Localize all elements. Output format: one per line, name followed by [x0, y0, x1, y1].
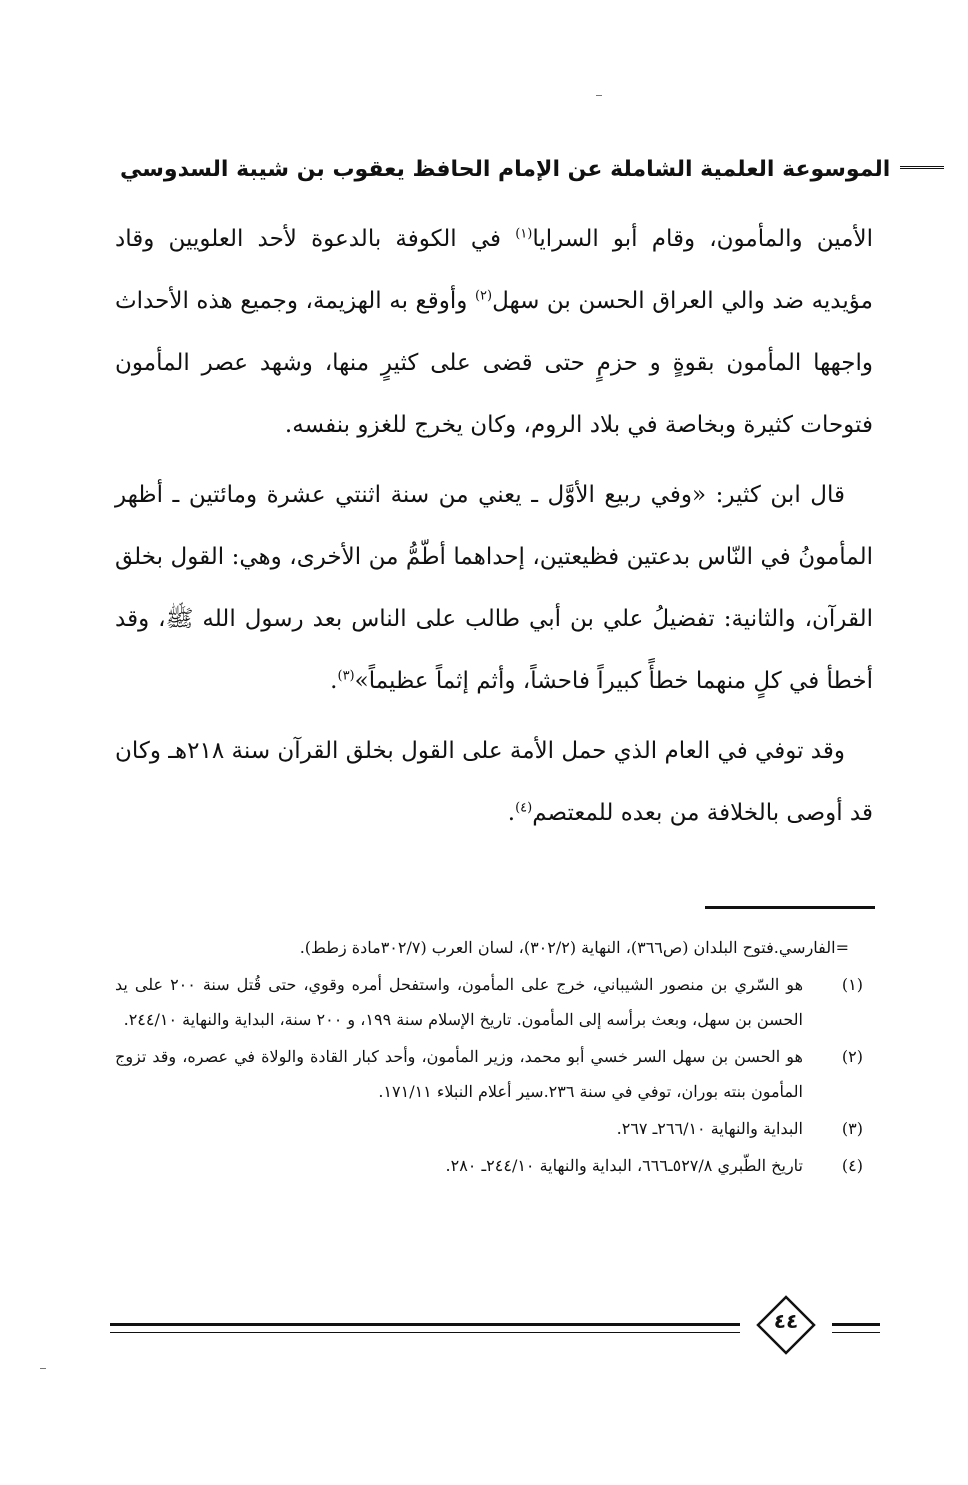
- footnote-continuation: =الفارسي.فتوح البلدان (ص٣٦٦)، النهاية (٣٠٢/٢)، لسان العرب (٣٠٢/٧مادة زطط).: [299, 938, 849, 957]
- p2-text-a: قال ابن كثير: «وفي ربيع الأوَّل ـ يعني من سنة اثنتي عشرة ومائتين ـ أظهر المأمونُ في النّاس بدعتين فظيعتين، إحداهما أطّمُّ من الأخرى، وهي: القول بخلق القرآن، والثانية: تفضيلُ علي بن أبي طالب على الناس بعد رسول الله ﷺ، وقد أخطأ في كلٍ منهما خطأً كبيراً فاحشاً، وأثم إثماً عظيماً»: [115, 482, 873, 694]
- footnote-number: (٢): [841, 1047, 863, 1066]
- footnote-ref-3: (٣): [337, 668, 355, 684]
- footnote-ref-2: (٢): [474, 288, 493, 304]
- running-header: [110, 152, 891, 186]
- p1-text-a: الأمين والمأمون، وقام أبو السرايا: [532, 226, 873, 252]
- paragraph-2: [115, 464, 873, 712]
- header-title: الموسوعة العلمية الشاملة عن الإمام الحافظ يعقوب بن شيبة السدوسي: [120, 156, 891, 182]
- p3-text-b: .: [507, 800, 516, 826]
- p1-text-b: في الكوفة بالدعوة لأحد العلويين وقاد مؤيديه ضد والي العراق الحسن بن سهل: [115, 226, 873, 314]
- footnote-number: (١): [841, 975, 863, 994]
- paragraph-3: [115, 720, 873, 844]
- footnote-ref-1: (١): [515, 226, 533, 242]
- footnote-text: هو السّري بن منصور الشيباني، خرج على المأمون، واستفحل أمره وقوي، حتى قُتل سنة ٢٠٠ على يد الحسن بن سهل، وبعث برأسه إلى المأمون. تاريخ الإسلام سنة ١٩٩، و ٢٠٠ سنة، البداية والنهاية ٢٤٤/١٠.: [115, 975, 804, 1029]
- footnote-separator: [705, 906, 875, 909]
- footnote-ref-4: (٤): [515, 800, 533, 816]
- footnotes: [115, 930, 877, 1185]
- footnote-text: البداية والنهاية ٢٦٦/١٠ـ ٢٦٧.: [616, 1119, 803, 1138]
- footnote-item: [115, 1148, 877, 1183]
- p2-text-b: .: [330, 668, 338, 694]
- footer-rule-right: [832, 1323, 880, 1333]
- scan-speck: [596, 95, 602, 96]
- scan-speck: [40, 1368, 46, 1369]
- main-text: [115, 208, 873, 852]
- page-footer: [110, 1295, 880, 1375]
- page-number: ٤٤: [773, 1309, 799, 1333]
- footnote-number: (٣): [841, 1119, 863, 1138]
- footer-rule-left: [110, 1323, 740, 1333]
- p3-text-a: وقد توفي في العام الذي حمل الأمة على القول بخلق القرآن سنة ٢١٨هـ وكان قد أوصى بالخلافة من بعده للمعتصم: [115, 738, 873, 826]
- footnote-item: [115, 1039, 877, 1109]
- footnote-item: [115, 1111, 877, 1146]
- footnote-item: [115, 967, 877, 1037]
- footnote-number: (٤): [841, 1156, 863, 1175]
- header-rule-right: [900, 166, 944, 172]
- footnote-text: هو الحسن بن سهل السر خسي أبو محمد، وزير المأمون، وأحد كبار القادة والولاة في عصره، وقد تزوج المأمون بنته بوران، توفي في سنة ٢٣٦.سير أعلام النبلاء ١٧١/١١.: [115, 1047, 803, 1101]
- footnote-text: تاريخ الطّبري ٥٢٧/٨ـ٦٦٦، البداية والنهاية ٢٤٤/١٠ـ ٢٨٠.: [445, 1156, 803, 1175]
- paragraph-1: [115, 208, 873, 456]
- p1-text-c: وأوقع به الهزيمة، وجميع هذه الأحداث واجهها المأمون بقوةٍ و حزمٍ حتى قضى على كثيرٍ منها، وشهد عصر المأمون فتوحات كثيرة وبخاصة في بلاد الروم، وكان يخرج للغزو بنفسه.: [115, 288, 873, 438]
